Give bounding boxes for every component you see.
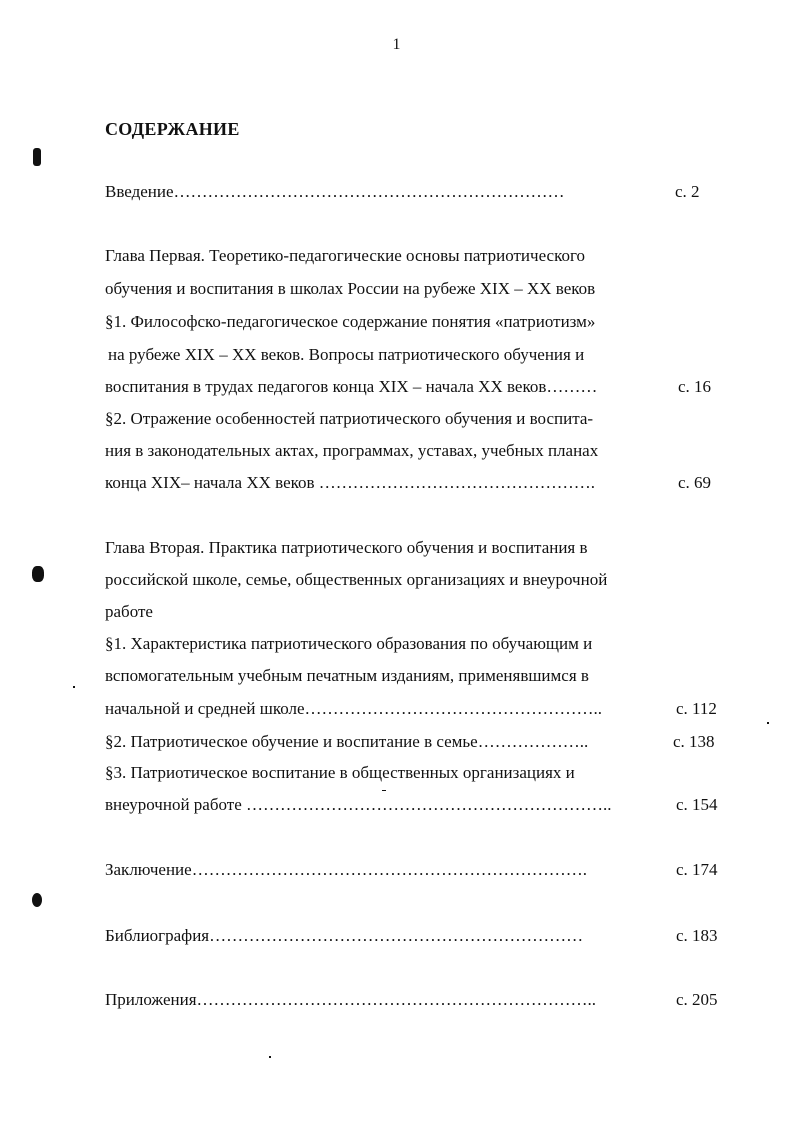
section-1-2-line: ния в законодательных актах, программах, уставах, учебных планах [105,441,599,460]
toc-page-section-2-1: с. 112 [676,699,717,718]
toc-page-bibliography: с. 183 [676,926,718,945]
scan-speck [73,686,75,688]
toc-page-conclusion: с. 174 [676,860,718,879]
scan-speck [269,1056,271,1058]
page-title: СОДЕРЖАНИЕ [105,119,240,139]
section-2-1-line: вспомогательным учебным печатным изданиям, применявшимся в [105,666,589,685]
section-1-1-line: §1. Философско-педагогическое содержание понятия «патриотизм» [105,312,596,331]
section-2-1-line: начальной и средней школе…………………………………………….. [105,699,603,718]
toc-entry-appendices: Приложения…………………………………………………………….. [105,990,597,1009]
section-1-2-line: конца XIX– начала XX веков …………………………………………. [105,473,596,492]
chapter-2-heading-cont: работе [105,602,153,621]
chapter-1-heading: Глава Первая. Теоретико-педагогические основы патриотического [105,246,586,265]
toc-entry-introduction: Введение…………………………………………………………… [105,182,565,201]
toc-page-section-1-1: с. 16 [678,377,712,396]
toc-page-section-1-2: с. 69 [678,473,712,492]
toc-entry-bibliography: Библиография………………………………………………………… [105,926,584,945]
toc-page-appendices: с. 205 [676,990,718,1009]
chapter-2-heading-cont: российской школе, семье, общественных организациях и внеурочной [105,570,608,589]
page-number: 1 [392,36,401,53]
toc-page-section-2-3: с. 154 [676,795,718,814]
scan-speck [767,722,769,724]
scan-speck [32,893,42,907]
scan-speck [382,790,386,791]
chapter-2-heading: Глава Вторая. Практика патриотического обучения и воспитания в [105,538,588,557]
toc-entry-conclusion: Заключение……………………………………………………………. [105,860,587,879]
section-2-2-line: §2. Патриотическое обучение и воспитание в семье……………….. [105,732,589,751]
scan-speck [33,148,41,166]
toc-page-section-2-2: с. 138 [673,732,715,751]
section-1-1-line: на рубеже XIX – XX веков. Вопросы патриотического обучения и [108,345,585,364]
section-2-3-line: §3. Патриотическое воспитание в общественных организациях и [105,763,575,782]
chapter-1-heading-cont: обучения и воспитания в школах России на рубеже XIX – XX веков [105,279,596,298]
scan-speck [32,566,44,582]
section-1-2-line: §2. Отражение особенностей патриотического обучения и воспита- [105,409,594,428]
section-1-1-line: воспитания в трудах педагогов конца XIX – начала XX веков……… [105,377,598,396]
section-2-3-line: внеурочной работе ……………………………………………………….. [105,795,612,814]
section-2-1-line: §1. Характеристика патриотического образования по обучающим и [105,634,593,653]
toc-page-introduction: с. 2 [675,182,700,201]
